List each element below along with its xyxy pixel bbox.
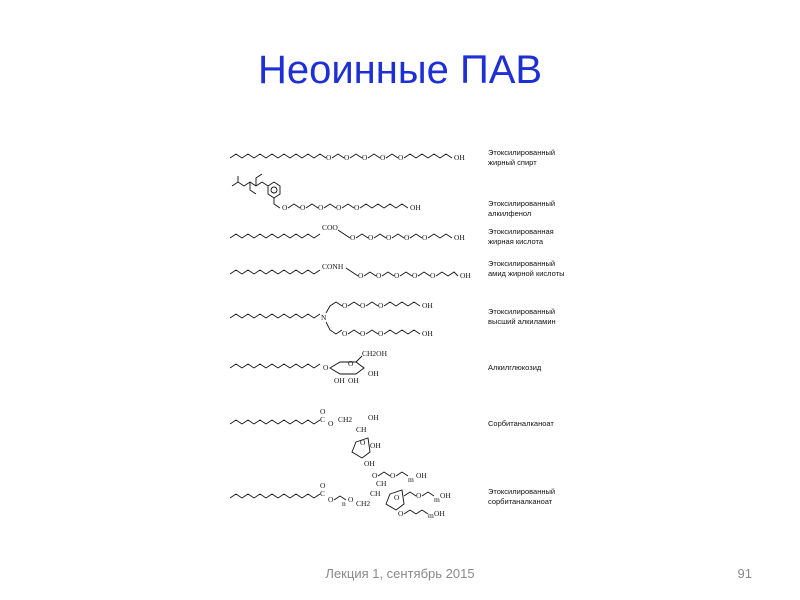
structures-svg <box>222 138 592 518</box>
structure-fatty-alcohol <box>230 148 555 167</box>
structure-alkylphenol <box>232 174 555 218</box>
atom-oh: OH <box>422 301 433 310</box>
structure-ethoxylated-sorbitan-alkanoate <box>230 471 555 518</box>
atom-oh: OH <box>454 153 465 162</box>
atom-conh: CONH <box>322 262 344 271</box>
atom-oh: OH <box>440 491 451 500</box>
atom-o: O <box>416 491 422 500</box>
atom-o: O <box>323 363 329 372</box>
label-line1: Этоксилированный <box>488 199 556 208</box>
atom-o: O <box>342 329 348 338</box>
atom-oh: OH <box>454 233 465 242</box>
atom-o: O <box>362 153 368 162</box>
label-line1: Этоксилированная <box>488 227 554 236</box>
label-line2: жирный спирт <box>488 158 537 167</box>
atom-oh: OH <box>364 459 375 468</box>
atom-oh: OH <box>416 471 427 480</box>
atom-o: O <box>342 301 348 310</box>
structure-fatty-acid-amide <box>230 259 564 280</box>
atom-ch2: CH2 <box>356 499 371 508</box>
atom-o: O <box>398 153 404 162</box>
atom-oh: OH <box>368 413 379 422</box>
atom-o: O <box>412 271 418 280</box>
atom-o: O <box>372 471 378 480</box>
atom-o: O <box>348 495 354 504</box>
atom-oh: OH <box>368 369 379 378</box>
atom-o: O <box>380 153 386 162</box>
label-line1: Сорбитаналканоат <box>488 419 554 428</box>
atom-oh: OH <box>460 271 471 280</box>
atom-ch: CH <box>376 479 387 488</box>
label-line1: Этоксилированный <box>488 307 556 316</box>
atom-o: O <box>320 481 326 490</box>
atom-oh: OH <box>370 441 381 450</box>
atom-o: O <box>320 407 326 416</box>
label-line2: сорбитаналканоат <box>488 497 553 506</box>
atom-ch: CH <box>356 425 367 434</box>
atom-oh: OH <box>410 203 421 212</box>
structure-fatty-acid <box>230 223 554 246</box>
atom-o: O <box>360 329 366 338</box>
atom-o: O <box>282 203 288 212</box>
atom-ch2oh: CH2OH <box>362 349 388 358</box>
atom-c: C <box>320 489 326 498</box>
atom-o: O <box>336 203 342 212</box>
atom-ch: CH <box>370 489 381 498</box>
atom-o: O <box>394 493 400 502</box>
label-line2: амид жирной кислоты <box>488 269 565 278</box>
atom-o: O <box>394 271 400 280</box>
structure-alkylglucoside <box>230 349 542 385</box>
subscript-m: m <box>408 475 414 484</box>
label-line1: Этоксилированный <box>488 148 556 157</box>
atom-oh: OH <box>434 509 445 518</box>
atom-o: O <box>390 471 396 480</box>
atom-o: O <box>318 203 324 212</box>
atom-o: O <box>360 301 366 310</box>
structure-alkylamine <box>230 301 556 338</box>
atom-oh: OH <box>348 376 359 385</box>
atom-o: O <box>368 233 374 242</box>
atom-o: O <box>386 233 392 242</box>
atom-o: O <box>300 203 306 212</box>
page-number: 91 <box>737 566 752 581</box>
atom-o: O <box>328 419 334 428</box>
atom-n: N <box>321 313 327 322</box>
atom-oh: OH <box>422 329 433 338</box>
slide-footer: Лекция 1, сентябрь 2015 <box>325 566 475 581</box>
atom-o: O <box>348 359 354 368</box>
atom-o: O <box>404 233 410 242</box>
structure-sorbitan-alkanoate <box>230 407 554 468</box>
atom-o: O <box>360 438 366 447</box>
atom-coo: COO <box>322 223 338 232</box>
label-line1: Этоксилированный <box>488 259 556 268</box>
label-line2: алкилфенол <box>488 209 532 218</box>
atom-o: O <box>378 329 384 338</box>
label-line1: Алкилглюкозид <box>488 363 542 372</box>
atom-o: O <box>430 271 436 280</box>
subscript-n: n <box>342 499 346 508</box>
atom-o: O <box>378 301 384 310</box>
atom-o: O <box>354 203 360 212</box>
slide-title: Неоинные ПАВ <box>257 48 543 92</box>
atom-o: O <box>398 509 404 518</box>
atom-oh: OH <box>334 376 345 385</box>
atom-o: O <box>326 153 332 162</box>
surfactant-structures-figure <box>222 138 592 518</box>
atom-o: O <box>350 233 356 242</box>
subscript-m: m <box>428 511 434 518</box>
atom-ch2: CH2 <box>338 415 353 424</box>
atom-o: O <box>344 153 350 162</box>
atom-o: O <box>328 495 334 504</box>
atom-o: O <box>376 271 382 280</box>
label-line1: Этоксилированный <box>488 487 556 496</box>
label-line2: жирная кислота <box>488 237 544 246</box>
atom-o: O <box>358 271 364 280</box>
atom-c: C <box>320 415 326 424</box>
label-line2: высший алкиламин <box>488 317 556 326</box>
subscript-m: m <box>434 495 440 504</box>
atom-o: O <box>422 233 428 242</box>
